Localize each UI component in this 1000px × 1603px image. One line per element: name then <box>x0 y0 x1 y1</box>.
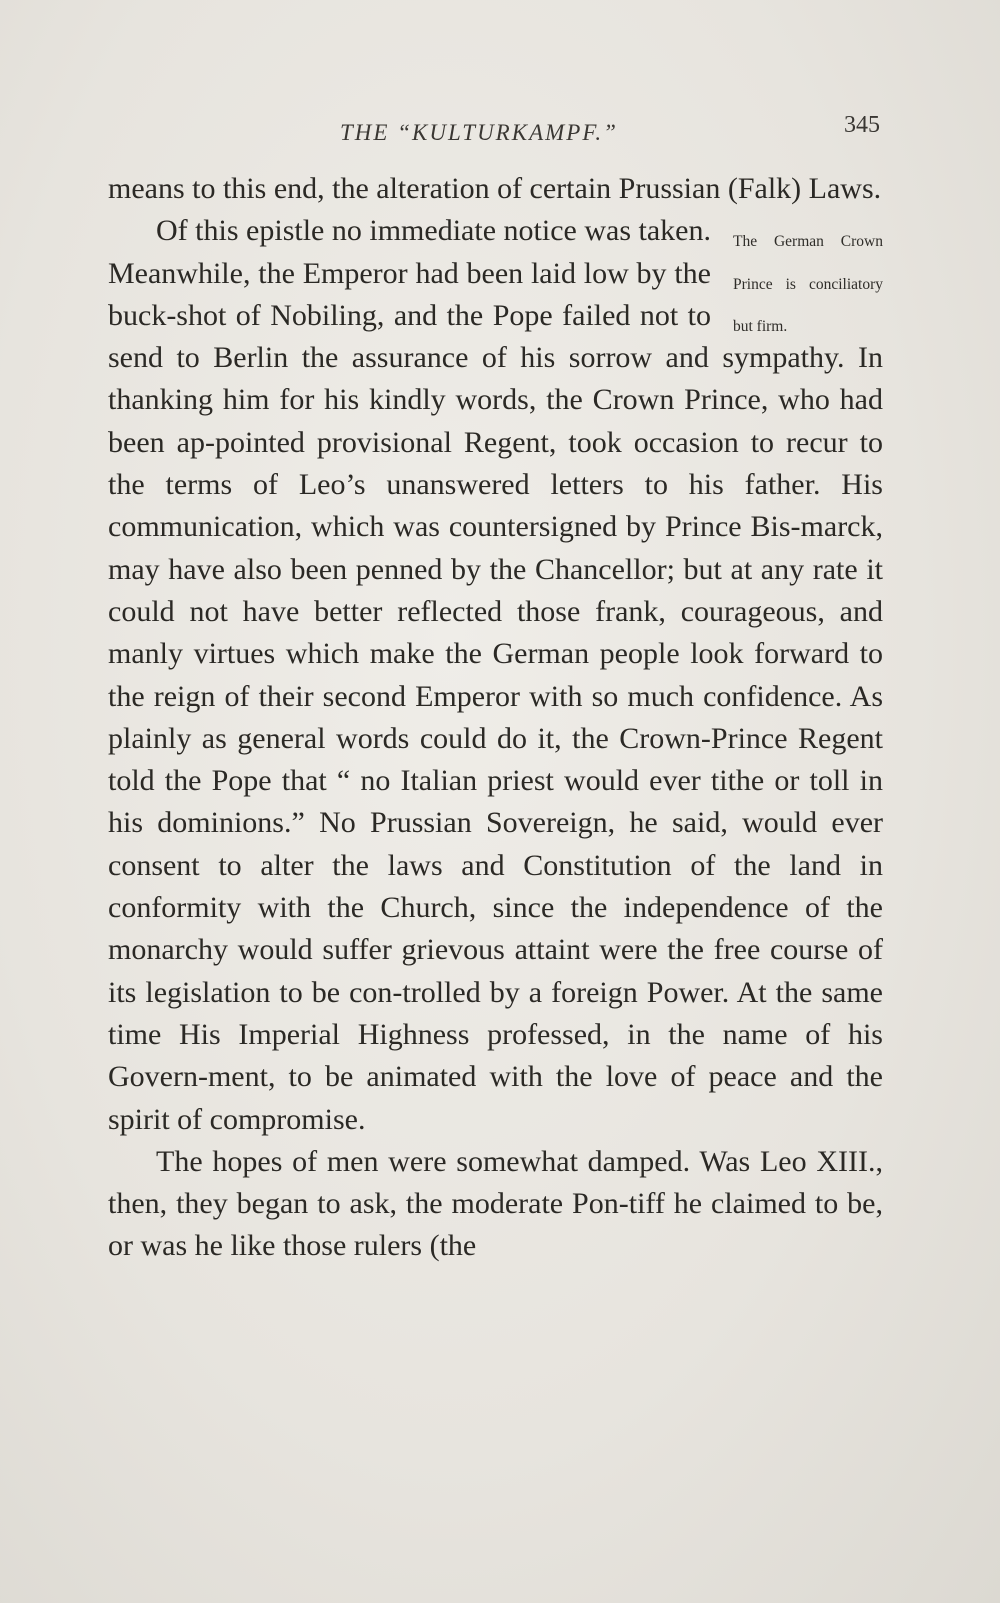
paragraph-1: means to this end, the alteration of certain Prussian (Falk) Laws. <box>108 172 882 205</box>
running-title: THE “KULTURKAMPF.” <box>340 120 618 145</box>
paragraph-3: The hopes of men were somewhat damped. Was Leo XIII., then, they began to ask, the moderate Pon-tiff he claimed to be, or was he like those rulers (the <box>108 1144 883 1263</box>
margin-note: The German Crown Prince is conciliatory but firm. <box>733 233 883 335</box>
body-text <box>108 168 883 1268</box>
paragraph-2 <box>108 210 883 1141</box>
paragraph-2-text: Of this epistle no immediate notice was taken. Meanwhile, the Emperor had been laid low by the buck-shot of Nobiling, and the Pope failed not to send to Berlin the assurance of his sorrow and sympathy. In thanking him for his kindly words, the Crown Prince, who had been ap-pointed provisional Regent, took occasion to recur to the terms of Leo’s unanswered letters to his father. His communication, which was countersigned by Prince Bis-marck, may have also been penned by the Chancellor; but at any rate it could not have better reflected those frank, courageous, and manly virtues which make the German people look forward to the reign of their second Emperor with so much confidence. As plainly as general words could do it, the Crown-Prince Regent told the Pope that “ no Italian priest would ever tithe or toll in his dominions.” No Prussian Sovereign, he said, would ever consent to alter the laws and Constitution of the land in conformity with the Church, since the independence of the monarchy would suffer grievous attaint were the free course of its legislation to be con-trolled by a foreign Power. At the same time His Imperial Highness professed, in the name of his Govern-ment, to be animated with the love of peace and the spirit of compromise. <box>108 214 883 1136</box>
running-head <box>110 112 880 146</box>
page-number: 345 <box>844 112 880 138</box>
